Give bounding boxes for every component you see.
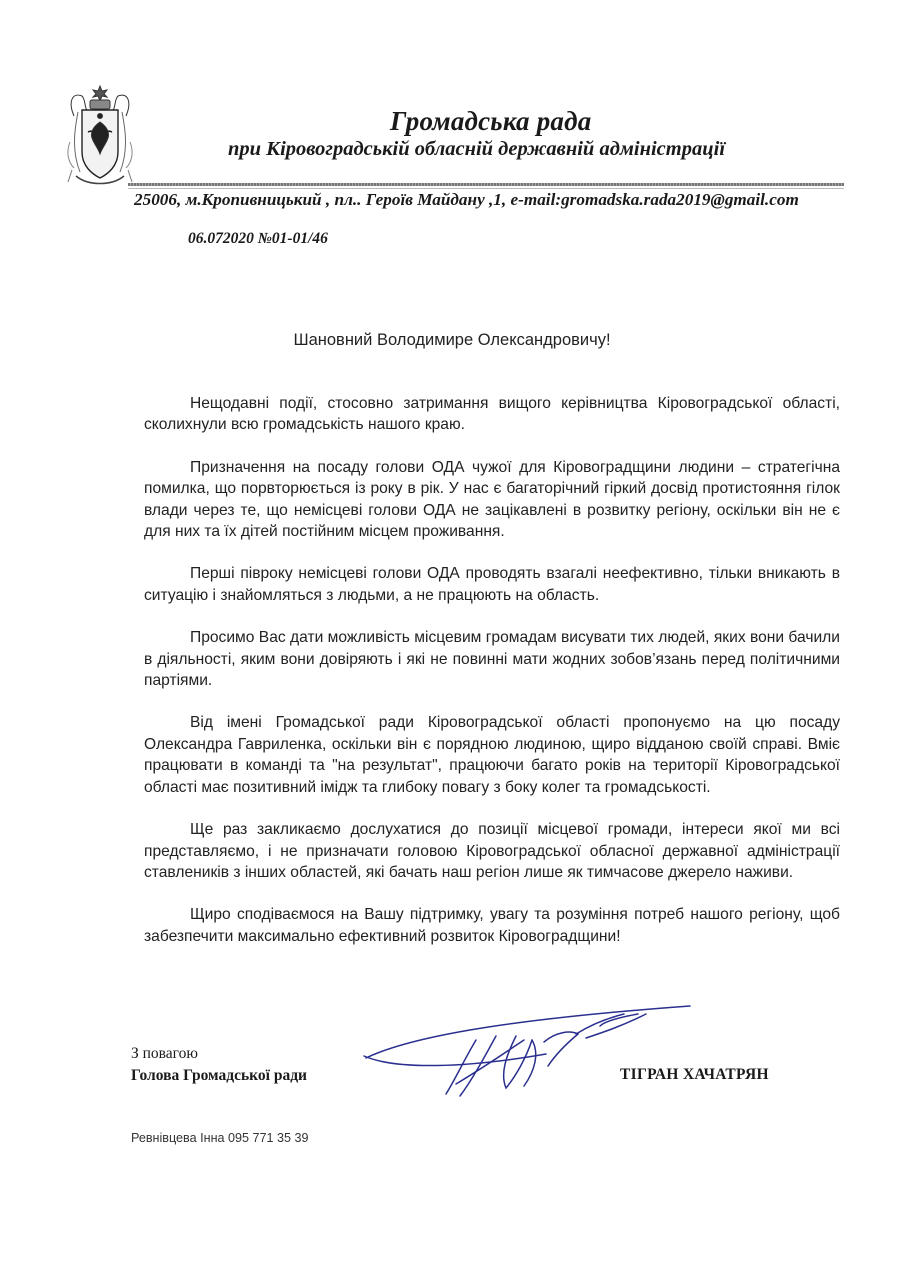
closing-regards: З повагою [131,1045,198,1062]
signer-position: Голова Громадської ради [131,1067,307,1084]
organization-title: Громадська рада [390,106,592,136]
paragraph: Ще раз закликаємо дослухатися до позиції місцевої громади, інтереси якої ми всі представляємо, і не призначати головою Кіровоградської обласної державної адміністрації ставлеників з інших областей, які бачать наш регіон лише як тимчасове джерело наживи. [144,821,840,881]
handwritten-signature-icon [356,996,696,1106]
coat-of-arms-icon [64,82,136,192]
header-divider [128,183,844,186]
letter-body [144,393,840,968]
paragraph: Щиро сподіваємося на Вашу підтримку, увагу та розуміння потреб нашого регіону, щоб забезпечити максимально ефективний розвиток Кіровоградщини! [144,906,840,945]
paragraph: Перші півроку немісцеві голови ОДА проводять взагалі неефективно, тільки вникають в ситуацію і знайомляться з людьми, а не працюють на область. [144,565,840,604]
paragraph: Призначення на посаду голови ОДА чужої для Кіровоградщини людини – стратегічна помилка, що порвторюється із року в рік. У нас є багаторічний гіркий досвід протистояння гілок влади через те, що немісцеві голови ОДА не зацікавлені в розвитку регіону, оскільки він не є для них та їх дітей постійним місцем проживання. [144,458,840,541]
organization-address: 25006, м.Кропивницький , пл.. Героїв Майдану ,1, e-mail:gromadska.rada2019@gmail.com [134,190,799,209]
contact-person: Ревнівцева Інна 095 771 35 39 [131,1131,309,1145]
header-divider-thin [128,188,844,189]
paragraph: Нещодавні події, стосовно затримання вищого керівництва Кіровоградської області, сколихнули всю громадськість нашого краю. [144,395,840,434]
paragraph: Просимо Вас дати можливість місцевим громадам висувати тих людей, яких вони бачили в діяльності, яким вони довіряють і які не повинні мати жодних зобов’язань перед політичними партіями. [144,629,840,690]
salutation: Шановний Володимире Олександровичу! [293,331,611,349]
document-number: 06.072020 №01-01/46 [188,230,328,247]
organization-subtitle: при Кіровоградській обласній державній адміністрації [228,138,726,160]
signer-name: ТІГРАН ХАЧАТРЯН [620,1066,769,1083]
paragraph: Від імені Громадської ради Кіровоградської області пропонуємо на цю посаду Олександра Гавриленка, оскільки він є порядною людиною, щиро відданою своїй справі. Вміє працювати в команді та "на результат", працюючи багато років на території Кіровоградської області має позитивний імідж та глибоку повагу з боку колег та громадськості. [144,714,840,796]
